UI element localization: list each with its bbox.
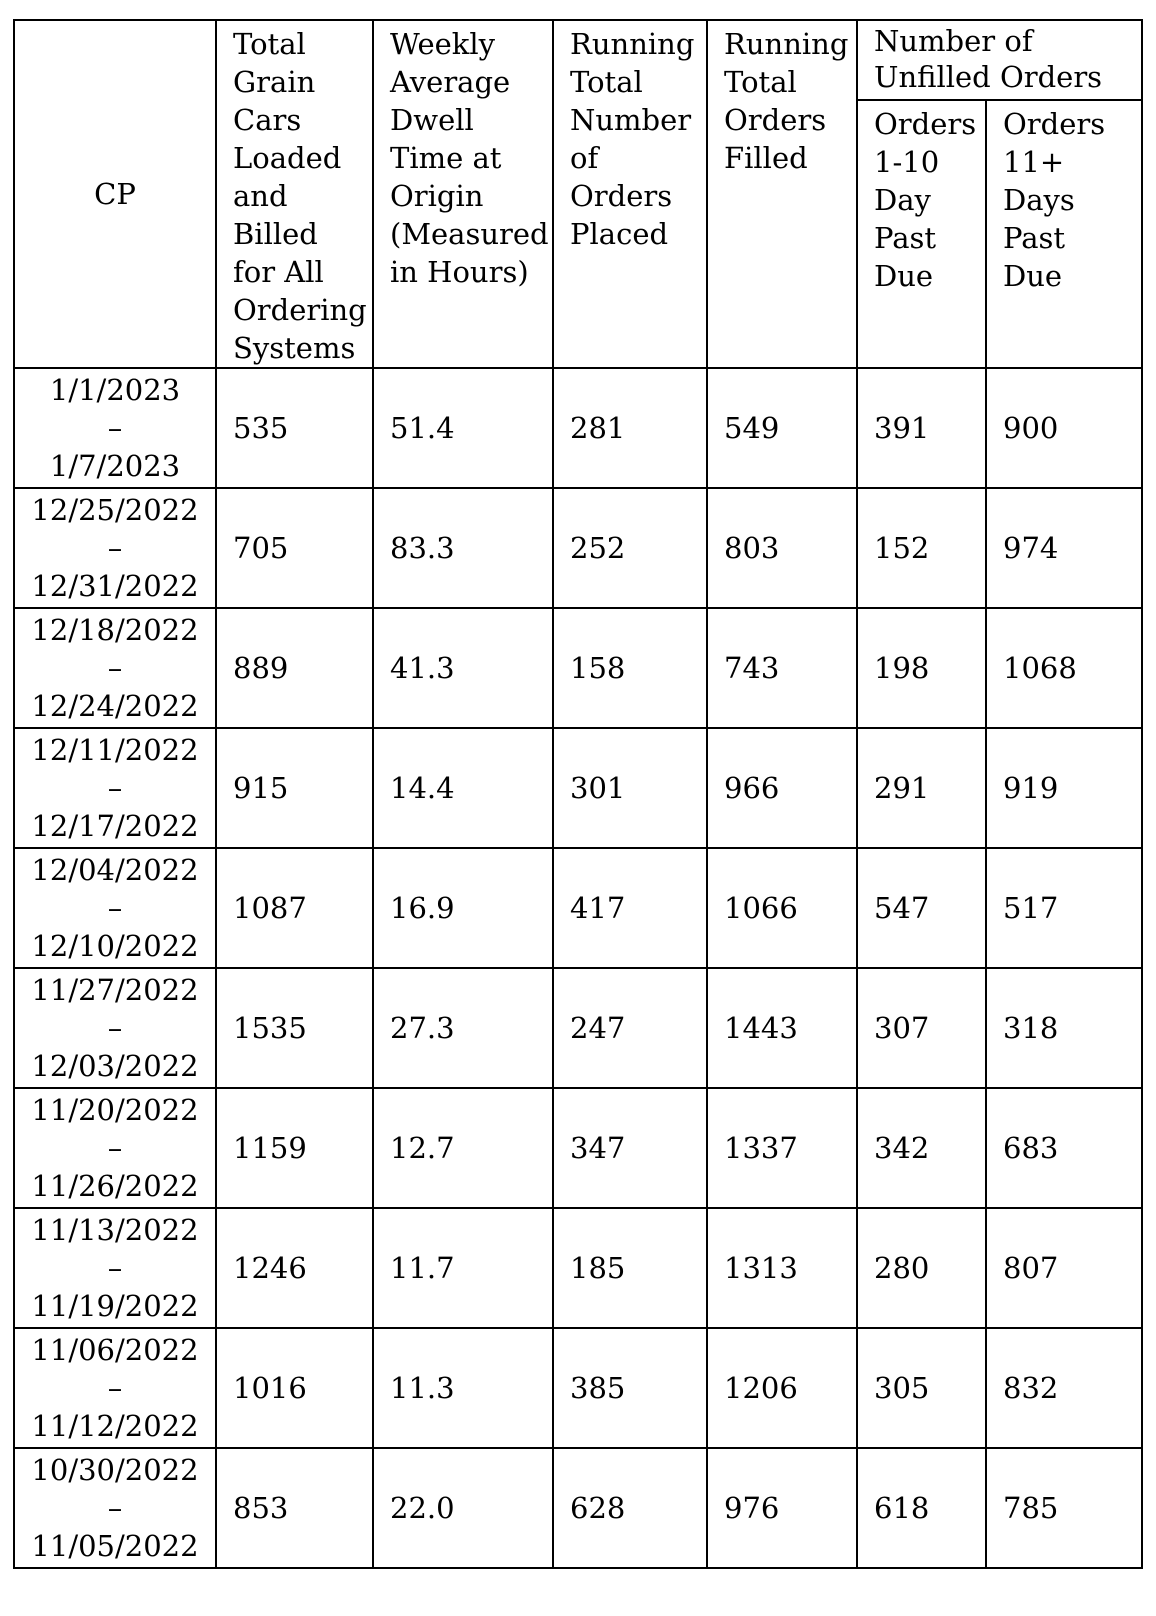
orders-filled-cell: 1066 bbox=[707, 848, 857, 968]
header-line: and bbox=[233, 179, 288, 213]
period-start: 12/11/2022 bbox=[31, 733, 199, 767]
table-row bbox=[14, 368, 1142, 488]
past-due-11-plus-cell: 974 bbox=[986, 488, 1142, 608]
cars-loaded-cell: 1535 bbox=[216, 968, 373, 1088]
dwell-time-cell: 14.4 bbox=[373, 728, 553, 848]
dwell-time-cell: 83.3 bbox=[373, 488, 553, 608]
past-due-1-10-cell: 618 bbox=[857, 1448, 986, 1568]
period-cell bbox=[14, 1208, 216, 1328]
table-row bbox=[14, 1208, 1142, 1328]
header-line: in Hours) bbox=[390, 255, 529, 289]
header-line: Day bbox=[874, 183, 931, 217]
header-line: Weekly bbox=[390, 27, 495, 61]
period-end: 1/7/2023 bbox=[49, 449, 181, 483]
cars-loaded-cell: 705 bbox=[216, 488, 373, 608]
period-start: 11/27/2022 bbox=[31, 973, 199, 1007]
header-line: Orders bbox=[724, 103, 827, 137]
dwell-time-cell: 41.3 bbox=[373, 608, 553, 728]
period-separator: – bbox=[107, 1011, 123, 1045]
dwell-time-cell: 51.4 bbox=[373, 368, 553, 488]
period-start: 11/13/2022 bbox=[31, 1213, 199, 1247]
period-start: 12/18/2022 bbox=[31, 613, 199, 647]
period-separator: – bbox=[107, 411, 123, 445]
header-line: Past bbox=[1003, 221, 1066, 255]
period-separator: – bbox=[107, 531, 123, 565]
past-due-1-10-cell: 391 bbox=[857, 368, 986, 488]
header-line: Cars bbox=[233, 103, 302, 137]
period-cell bbox=[14, 1448, 216, 1568]
cars-loaded-cell: 853 bbox=[216, 1448, 373, 1568]
orders-filled-cell: 1337 bbox=[707, 1088, 857, 1208]
period-end: 12/10/2022 bbox=[31, 929, 199, 963]
period-separator: – bbox=[107, 1251, 123, 1285]
orders-placed-cell: 185 bbox=[553, 1208, 707, 1328]
table-row bbox=[14, 728, 1142, 848]
orders-filled-cell: 743 bbox=[707, 608, 857, 728]
orders-placed-cell: 628 bbox=[553, 1448, 707, 1568]
orders-placed-cell: 281 bbox=[553, 368, 707, 488]
orders-filled-cell: 1443 bbox=[707, 968, 857, 1088]
period-separator: – bbox=[107, 771, 123, 805]
past-due-1-10-cell: 547 bbox=[857, 848, 986, 968]
header-line: Average bbox=[390, 65, 511, 99]
header-line: Due bbox=[1003, 259, 1063, 293]
period-end: 11/05/2022 bbox=[31, 1529, 199, 1563]
table-body bbox=[14, 368, 1142, 1568]
period-cell bbox=[14, 368, 216, 488]
header-line: Total bbox=[233, 27, 306, 61]
header-line: Ordering bbox=[233, 293, 367, 327]
period-end: 12/17/2022 bbox=[31, 809, 199, 843]
orders-filled-cell: 1206 bbox=[707, 1328, 857, 1448]
period-cell bbox=[14, 1328, 216, 1448]
orders-filled-cell: 966 bbox=[707, 728, 857, 848]
header-line: Time at bbox=[390, 141, 502, 175]
header-line: Orders bbox=[570, 179, 673, 213]
past-due-1-10-cell: 198 bbox=[857, 608, 986, 728]
period-start: 12/04/2022 bbox=[31, 853, 199, 887]
header-orders-placed bbox=[553, 20, 707, 368]
dwell-time-cell: 11.3 bbox=[373, 1328, 553, 1448]
table-row bbox=[14, 1328, 1142, 1448]
grain-car-table bbox=[13, 19, 1143, 1569]
header-line: of bbox=[570, 141, 599, 175]
past-due-11-plus-cell: 517 bbox=[986, 848, 1142, 968]
cars-loaded-cell: 1087 bbox=[216, 848, 373, 968]
period-end: 11/19/2022 bbox=[31, 1289, 199, 1323]
orders-placed-cell: 347 bbox=[553, 1088, 707, 1208]
header-line: Placed bbox=[570, 217, 669, 251]
period-cell bbox=[14, 1088, 216, 1208]
period-cell bbox=[14, 488, 216, 608]
dwell-time-cell: 16.9 bbox=[373, 848, 553, 968]
period-end: 12/24/2022 bbox=[31, 689, 199, 723]
past-due-11-plus-cell: 900 bbox=[986, 368, 1142, 488]
past-due-11-plus-cell: 1068 bbox=[986, 608, 1142, 728]
dwell-time-cell: 27.3 bbox=[373, 968, 553, 1088]
header-line: Due bbox=[874, 259, 934, 293]
orders-filled-cell: 803 bbox=[707, 488, 857, 608]
past-due-11-plus-cell: 832 bbox=[986, 1328, 1142, 1448]
table-header bbox=[14, 20, 1142, 368]
past-due-11-plus-cell: 318 bbox=[986, 968, 1142, 1088]
period-end: 12/31/2022 bbox=[31, 569, 199, 603]
period-cell bbox=[14, 968, 216, 1088]
header-dwell-time bbox=[373, 20, 553, 368]
table-row bbox=[14, 488, 1142, 608]
cars-loaded-cell: 1159 bbox=[216, 1088, 373, 1208]
header-line: 11+ bbox=[1003, 145, 1065, 179]
table-row bbox=[14, 1448, 1142, 1568]
past-due-1-10-cell: 307 bbox=[857, 968, 986, 1088]
header-line: Filled bbox=[724, 141, 808, 175]
period-cell bbox=[14, 608, 216, 728]
header-line: Dwell bbox=[390, 103, 474, 137]
header-line: Total bbox=[724, 65, 797, 99]
period-separator: – bbox=[107, 651, 123, 685]
period-start: 11/06/2022 bbox=[31, 1333, 199, 1367]
past-due-1-10-cell: 280 bbox=[857, 1208, 986, 1328]
header-cp: CP bbox=[14, 20, 216, 368]
cars-loaded-cell: 535 bbox=[216, 368, 373, 488]
orders-filled-cell: 976 bbox=[707, 1448, 857, 1568]
cars-loaded-cell: 889 bbox=[216, 608, 373, 728]
cars-loaded-cell: 1246 bbox=[216, 1208, 373, 1328]
past-due-1-10-cell: 342 bbox=[857, 1088, 986, 1208]
header-line: Origin bbox=[390, 179, 484, 213]
period-end: 11/12/2022 bbox=[31, 1409, 199, 1443]
header-line: 1-10 bbox=[874, 145, 940, 179]
header-past-due-11-plus bbox=[986, 100, 1142, 368]
header-total-cars bbox=[216, 20, 373, 368]
header-orders-filled bbox=[707, 20, 857, 368]
period-cell bbox=[14, 848, 216, 968]
orders-placed-cell: 417 bbox=[553, 848, 707, 968]
past-due-11-plus-cell: 919 bbox=[986, 728, 1142, 848]
table-row bbox=[14, 1088, 1142, 1208]
period-separator: – bbox=[107, 1131, 123, 1165]
header-past-due-1-10 bbox=[857, 100, 986, 368]
past-due-1-10-cell: 152 bbox=[857, 488, 986, 608]
table-row bbox=[14, 848, 1142, 968]
period-separator: – bbox=[107, 891, 123, 925]
period-end: 11/26/2022 bbox=[31, 1169, 199, 1203]
period-end: 12/03/2022 bbox=[31, 1049, 199, 1083]
orders-placed-cell: 385 bbox=[553, 1328, 707, 1448]
past-due-11-plus-cell: 683 bbox=[986, 1088, 1142, 1208]
past-due-11-plus-cell: 807 bbox=[986, 1208, 1142, 1328]
orders-placed-cell: 301 bbox=[553, 728, 707, 848]
period-start: 11/20/2022 bbox=[31, 1093, 199, 1127]
period-start: 10/30/2022 bbox=[31, 1453, 199, 1487]
period-start: 12/25/2022 bbox=[31, 493, 199, 527]
header-line: Orders bbox=[874, 107, 977, 141]
orders-filled-cell: 1313 bbox=[707, 1208, 857, 1328]
dwell-time-cell: 11.7 bbox=[373, 1208, 553, 1328]
table-row bbox=[14, 608, 1142, 728]
header-line: (Measured bbox=[390, 217, 549, 251]
header-line: Days bbox=[1003, 183, 1075, 217]
header-line: Systems bbox=[233, 331, 356, 365]
orders-placed-cell: 247 bbox=[553, 968, 707, 1088]
header-unfilled-orders bbox=[857, 20, 1142, 100]
past-due-1-10-cell: 305 bbox=[857, 1328, 986, 1448]
header-line: for All bbox=[233, 255, 324, 289]
header-line: Running bbox=[570, 27, 695, 61]
header-line: Grain bbox=[233, 65, 316, 99]
period-separator: – bbox=[107, 1371, 123, 1405]
period-cell bbox=[14, 728, 216, 848]
table-row bbox=[14, 968, 1142, 1088]
header-line: Total bbox=[570, 65, 643, 99]
header-line: Billed bbox=[233, 217, 318, 251]
header-line: Orders bbox=[1003, 107, 1106, 141]
period-start: 1/1/2023 bbox=[49, 373, 181, 407]
header-line: Unfilled Orders bbox=[874, 60, 1103, 94]
past-due-11-plus-cell: 785 bbox=[986, 1448, 1142, 1568]
header-line: Running bbox=[724, 27, 849, 61]
period-separator: – bbox=[107, 1491, 123, 1525]
orders-placed-cell: 252 bbox=[553, 488, 707, 608]
cars-loaded-cell: 1016 bbox=[216, 1328, 373, 1448]
header-line: Loaded bbox=[233, 141, 342, 175]
header-line: Past bbox=[874, 221, 937, 255]
dwell-time-cell: 12.7 bbox=[373, 1088, 553, 1208]
orders-placed-cell: 158 bbox=[553, 608, 707, 728]
past-due-1-10-cell: 291 bbox=[857, 728, 986, 848]
cars-loaded-cell: 915 bbox=[216, 728, 373, 848]
dwell-time-cell: 22.0 bbox=[373, 1448, 553, 1568]
header-line: Number bbox=[570, 103, 692, 137]
header-line: Number of bbox=[874, 24, 1033, 58]
orders-filled-cell: 549 bbox=[707, 368, 857, 488]
